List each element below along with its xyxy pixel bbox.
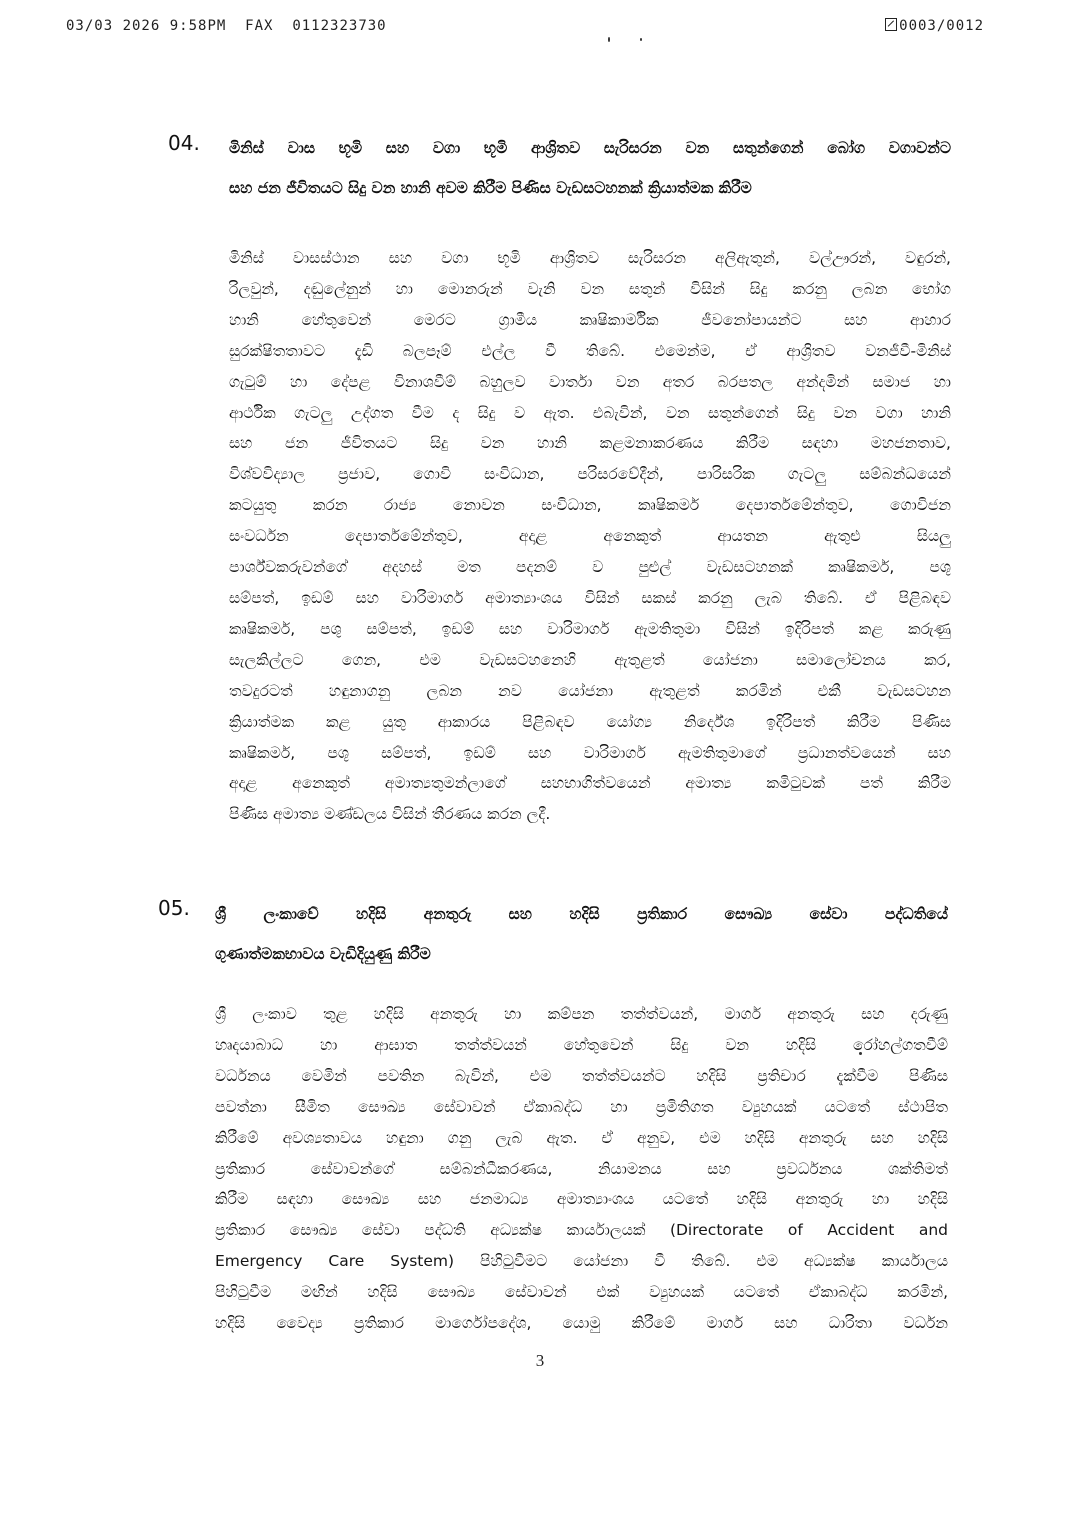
- paragraph-line: පවත්නා සීමිත සෞඛ්‍ය සේවාවන් ඒකාබද්ධ හා ප්‍රමිතිගත ව්‍යුහයක් යටතේ ස්ථාපිත: [215, 1097, 948, 1116]
- paragraph-line: Emergency Care System) පිහිටුවීමට යෝජනා වී තිබේ. එම අධ්‍යක්ෂ කාර්යාලය: [215, 1252, 948, 1271]
- paragraph-line: කෘෂිකර්ම, පශු සම්පත්, ඉඩම් සහ වාරිමාර්ග ඇමතිතුමා විසින් ඉදිරිපත් කළ කරුණු: [229, 619, 951, 638]
- paragraph-line: කටයුතු කරන රාජ්‍ය නොවන සංවිධාන, කෘෂිකර්ම දෙපාර්තමේන්තුව, ගොවිජන: [229, 496, 951, 515]
- paragraph-line: සැලකිල්ලට ගෙන, එම වැඩසටහනෙහි ඇතුළත් යෝජනා සමාලෝචනය කර,: [229, 650, 951, 669]
- page-number: 3: [535, 1351, 545, 1370]
- paragraph-line: තවදුරටත් හඳුනාගනු ලබන නව යෝජනා ඇතුළත් කරමින් එකී වැඩසටහන: [229, 681, 951, 700]
- paragraph-line: සහ ජන ජීවිතයට සිදු වන හානි කළමනාකරණය කිරීම සඳහා මහජනතාව,: [229, 434, 951, 453]
- fax-header-right: [885, 18, 984, 34]
- paragraph-line: අදාළ අනෙකුත් අමාත්‍යතුමන්ලාගේ සහභාගිත්වයෙන් අමාත්‍ය කමිටුවක් පත් කිරීම: [229, 774, 951, 793]
- paragraph-line: සුරක්ෂිතතාවට දැඩි බලපෑම් එල්ල වී තිබේ. එමෙන්ම, ඒ ආශ්‍රිතව වනජීවී-මිනිස්: [229, 341, 951, 360]
- paragraph-line: ශ්‍රී ලංකාව තුළ හදිසි අනතුරු හා කම්පන තත්ත්වයන්, මාර්ග අනතුරු සහ දරුණු: [215, 1005, 948, 1023]
- item-title-line: ගුණාත්මකභාවය වැඩිදියුණු කිරීම: [215, 945, 431, 963]
- item-title: [229, 128, 951, 208]
- item-title-line: සහ ජන ජීවිතයට සිදු වන හානි අවම කිරීම පිණිස වැඩසටහනක් ක්‍රියාත්මක කිරීම: [229, 179, 752, 197]
- scan-speck: [640, 38, 642, 41]
- paragraph-line: ප්‍රතිකාර සේවාවන්ගේ සම්බන්ධීකරණය, නියාමනය සහ ප්‍රවර්ධනය ශක්තිමත්: [215, 1159, 948, 1178]
- fax-number: 0112323730: [292, 18, 387, 34]
- item-title-line: ශ්‍රී ලංකාවේ හදිසි අනතුරු සහ හදිසි ප්‍රතිකාර සෞඛ්‍ය සේවා පද්ධතියේ: [215, 905, 948, 923]
- paragraph-line: වර්ධනය වෙමින් පවතින බැවින්, එම තත්ත්වයන්ට හදිසි ප්‍රතිචාර දැක්වීම පිණිස: [215, 1066, 948, 1085]
- paragraph-line: ප්‍රතිකාර සෞඛ්‍ය සේවා පද්ධති අධ්‍යක්ෂ කාර්යාලයක් (Directorate of Accident and: [215, 1221, 948, 1240]
- paragraph-line: මිනිස් වාසස්ථාන සහ වගා භූමි ආශ්‍රිතව සැරිසරන අලිඇතුන්, වල්ඌරන්, වඳුරන්,: [229, 249, 951, 267]
- item-title: [215, 894, 948, 974]
- item-title-line: මිනිස් වාස භූමි සහ වගා භූමි ආශ්‍රිතව සැරිසරන වන සතුන්ගෙන් බෝග වගාවන්ට: [229, 139, 951, 157]
- paragraph-line: පිණිස අමාත්‍ය මණ්ඩලය විසින් තීරණය කරන ලදී.: [229, 805, 551, 824]
- paragraph-line: හදිසි වෛද්‍ය ප්‍රතිකාර මාර්ගෝපදේශ, යොමු කිරීමේ මාර්ග සහ ධාරිතා වර්ධන: [215, 1314, 948, 1333]
- fax-label: FAX: [245, 18, 274, 34]
- fax-header-left: [66, 18, 387, 34]
- paragraph-line: හානි හේතුවෙන් මෙරට ග්‍රාමීය කෘෂිකාර්මික ජීවනෝපායන්ට සහ ආහාර: [229, 310, 951, 329]
- paragraph-line: ආර්ථික ගැටලු උද්ගත වීම ද සිදු ව ඇත. එබැවින්, වන සතුන්ගෙන් සිදු වන වගා හානි: [229, 403, 951, 422]
- item-number: 05.: [158, 896, 190, 920]
- paragraph-line: කිරීම සඳහා සෞඛ්‍ය සහ ජනමාධ්‍ය අමාත්‍යාංශය යටතේ හදිසි අනතුරු හා හදිසි: [215, 1190, 948, 1209]
- scan-speck: [608, 37, 610, 42]
- fax-page-counter: 0003/0012: [899, 18, 984, 34]
- paragraph-line: හෘදයාබාධ හා ආඝාත තත්ත්වයන් හේතුවෙන් සිදු වන හදිසි රෝහල්ගතවීම්: [215, 1035, 948, 1054]
- item-body-paragraph: [229, 243, 951, 830]
- paragraph-line: ක්‍රියාත්මක කළ යුතු ආකාරය පිළිබඳව යෝග්‍ය නිර්දේශ ඉදිරිපත් කිරීම පිණිස: [229, 712, 951, 731]
- paragraph-line: ගැටුම් හා දේපළ විනාශවීම් බහුලව වාර්තා වන අතර බරපතල අන්දමින් සමාජ හා: [229, 372, 951, 391]
- paragraph-line: රිලවුන්, දඬුලේනුන් හා මොනරුන් වැනි වන සතුන් විසින් සිදු කරනු ලබන භෝග: [229, 279, 951, 298]
- paragraph-line: පාර්ශ්වකරුවන්ගේ අදහස් මත පදනම් ව පුළුල් වැඩසටහනක් කෘෂිකර්ම, පශු: [229, 558, 951, 577]
- paragraph-line: පිහිටුවීම මඟින් හදිසි සෞඛ්‍ය සේවාවන් එක් ව්‍යුහයක් යටතේ ඒකාබද්ධ කරමින්,: [215, 1283, 948, 1302]
- item-body-paragraph: [215, 999, 948, 1339]
- paragraph-line: කිරීමේ අවශ්‍යතාවය හඳුනා ගනු ලැබ ඇත. ඒ අනුව, එම හදිසි අනතුරු සහ හදිසි: [215, 1128, 948, 1147]
- paragraph-line: විශ්වවිද්‍යාල ප්‍රජාව, ගොවි සංවිධාන, පරිසරවේදීන්, පාරිසරික ගැටලු සම්බන්ධයෙන්: [229, 465, 951, 484]
- paragraph-line: සම්පත්, ඉඩම් සහ වාරිමාර්ග අමාත්‍යාංශය විසින් සකස් කරනු ලැබ තිබේ. ඒ පිළිබඳව: [229, 588, 951, 607]
- fax-date: 03/03 2026: [66, 18, 161, 34]
- fax-page-box-icon: [885, 18, 897, 31]
- fax-time: 9:58PM: [169, 18, 227, 34]
- fax-header: [66, 18, 984, 40]
- paragraph-line: කෘෂිකර්ම, පශු සම්පත්, ඉඩම් සහ වාරිමාර්ග ඇමතිතුමාගේ ප්‍රධානත්වයෙන් සහ: [229, 743, 951, 762]
- paragraph-line: සංවර්ධන දෙපාර්තමේන්තුව, අදාළ අනෙකුත් ආයතන ඇතුළු සියලු: [229, 527, 951, 546]
- item-number: 04.: [168, 131, 200, 155]
